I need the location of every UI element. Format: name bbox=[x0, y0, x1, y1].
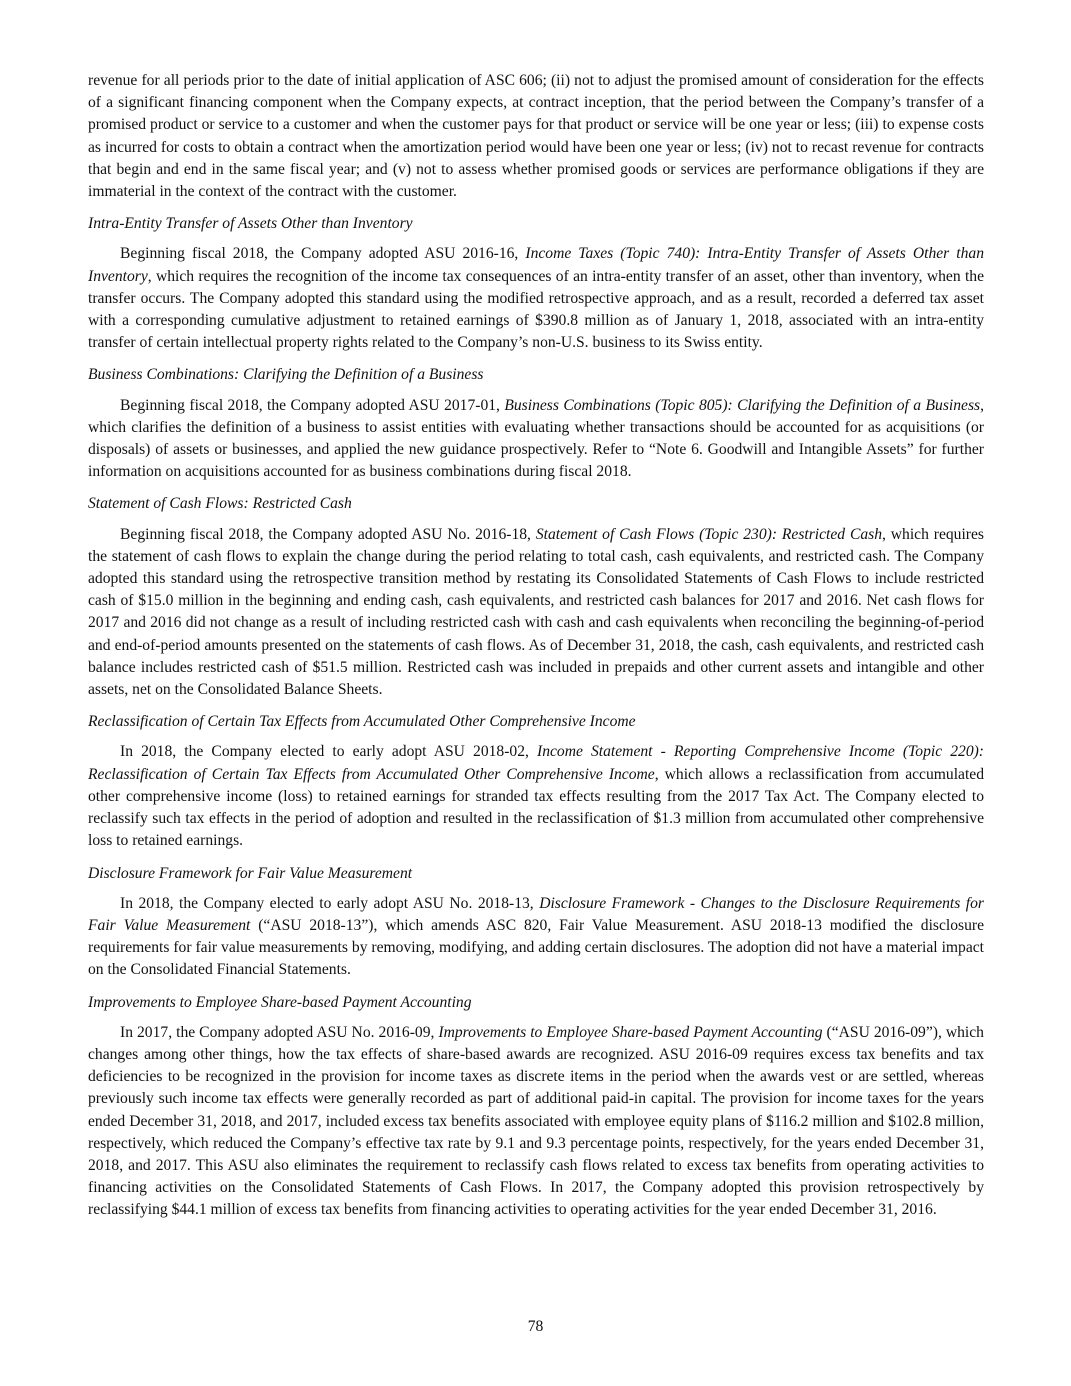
section-paragraph: Beginning fiscal 2018, the Company adopted ASU 2017-01, Business Combinations (Topic 805): Clarifying the Definition of a Business, which clarifies the definition of a business to assist entities with evaluating whether transactions should be accounted for as acquisitions (or disposals) of assets or businesses, and applied the new guidance prospectively. Refer to “Note 6. Goodwill and Intangible Assets” for further information on acquisitions accounted for as business combinations during fiscal 2018. bbox=[88, 396, 984, 481]
section-restricted-cash bbox=[88, 493, 984, 701]
section-heading: Improvements to Employee Share-based Payment Accounting bbox=[88, 993, 472, 1011]
section-heading: Intra-Entity Transfer of Assets Other than Inventory bbox=[88, 215, 413, 233]
section-fair-value-disclosure bbox=[88, 863, 984, 982]
standard-title: Improvements to Employee Share-based Payment Accounting bbox=[438, 1023, 823, 1041]
section-heading: Disclosure Framework for Fair Value Measurement bbox=[88, 864, 413, 882]
section-intra-entity-transfer bbox=[88, 213, 984, 354]
section-heading: Business Combinations: Clarifying the Definition of a Business bbox=[88, 366, 484, 384]
section-reclassification-tax-effects bbox=[88, 711, 984, 852]
section-heading: Reclassification of Certain Tax Effects from Accumulated Other Comprehensive Income bbox=[88, 713, 636, 731]
standard-title: Business Combinations (Topic 805): Clarifying the Definition of a Business bbox=[504, 396, 981, 414]
standard-title: Income Statement - Reporting Comprehensive Income (Topic 220): Reclassification of Certain Tax Effects from Accumulated Other Comprehensive Income bbox=[88, 743, 984, 783]
section-paragraph: In 2018, the Company elected to early adopt ASU No. 2018-13, Disclosure Framework - Changes to the Disclosure Requirements for Fair Value Measurement (“ASU 2018-13”), which amends ASC 820, Fair Value Measurement. ASU 2018-13 modified the disclosure requirements for fair value measurements by removing, modifying, and adding certain disclosures. The adoption did not have a material impact on the Consolidated Financial Statements. bbox=[88, 894, 984, 979]
section-paragraph: Beginning fiscal 2018, the Company adopted ASU No. 2016-18, Statement of Cash Flows (Topic 230): Restricted Cash, which requires the statement of cash flows to explain the change during the period relating to total cash, cash equivalents, and restricted cash. The Company adopted this standard using the retrospective transition method by restating its Consolidated Statements of Cash Flows to include restricted cash of $15.0 million in the beginning and ending cash, cash equivalents, and restricted cash balances for 2017 and 2016. Net cash flows for 2017 and 2016 did not change as a result of including restricted cash with cash and cash equivalents when reconciling the beginning-of-period and end-of-period amounts presented on the statements of cash flows. As of December 31, 2018, the cash, cash equivalents, and restricted cash balance includes restricted cash of $51.5 million. Restricted cash was included in prepaids and other current assets and intangible and other assets, net on the Consolidated Balance Sheets. bbox=[88, 525, 984, 699]
section-share-based-payment bbox=[88, 992, 984, 1222]
document-page bbox=[88, 70, 984, 1224]
section-paragraph: In 2017, the Company adopted ASU No. 2016-09, Improvements to Employee Share-based Payment Accounting (“ASU 2016-09”), which changes among other things, how the tax effects of share-based awards are recognized. ASU 2016-09 requires excess tax benefits and tax deficiencies to be recognized in the provision for income taxes as discrete items in the period when the awards vest or are settled, whereas previously such income tax effects were generally recorded as part of additional paid-in capital. The provision for income taxes for the years ended December 31, 2018, and 2017, included excess tax benefits associated with employee equity plans of $116.2 million and $102.8 million, respectively, which reduced the Company’s effective tax rate by 9.1 and 9.3 percentage points, respectively, for the years ended December 31, 2018, and 2017. This ASU also eliminates the requirement to reclassify cash flows related to excess tax benefits from operating activities to financing activities on the Consolidated Statements of Cash Flows. In 2017, the Company adopted this provision retrospectively by reclassifying $44.1 million of excess tax benefits from financing activities to operating activities for the year ended December 31, 2016. bbox=[88, 1023, 984, 1219]
section-business-combinations bbox=[88, 364, 984, 483]
standard-title: Disclosure Framework - Changes to the Disclosure Requirements for Fair Value Measurement bbox=[88, 894, 984, 934]
section-heading: Statement of Cash Flows: Restricted Cash bbox=[88, 495, 352, 513]
standard-title: Statement of Cash Flows (Topic 230): Restricted Cash bbox=[535, 525, 883, 543]
page-number: 78 bbox=[527, 1318, 544, 1335]
section-paragraph: Beginning fiscal 2018, the Company adopted ASU 2016-16, Income Taxes (Topic 740): Intra-Entity Transfer of Assets Other than Inventory, which requires the recognition of the income tax consequences of an intra-entity transfer of an asset, other than inventory, when the transfer occurs. The Company adopted this standard using the modified retrospective approach, and as a result, recorded a deferred tax asset with a corresponding cumulative adjustment to retained earnings of $390.8 million as of January 1, 2018, associated with an intra-entity transfer of certain intellectual property rights related to the Company’s non-U.S. business to its Swiss entity. bbox=[88, 245, 985, 352]
section-paragraph: In 2018, the Company elected to early adopt ASU 2018-02, Income Statement - Reporting Comprehensive Income (Topic 220): Reclassification of Certain Tax Effects from Accumulated Other Comprehensive Income, which allows a reclassification from accumulated other comprehensive income (loss) to retained earnings for stranded tax effects resulting from the 2017 Tax Act. The Company elected to reclassify such tax effects in the period of adoption and resulted in the reclassification of $1.3 million from accumulated other comprehensive loss to retained earnings. bbox=[88, 743, 985, 850]
intro-paragraph: revenue for all periods prior to the date of initial application of ASC 606; (ii) not to adjust the promised amount of consideration for the effects of a significant financing component when the Company expects, at contract inception, that the period between the Company’s transfer of a promised product or service to a customer and when the customer pays for that product or service will be one year or less; (iii) to expense costs as incurred for costs to obtain a contract when the amortization period would have been one year or less; (iv) not to recast revenue for contracts that begin and end in the same fiscal year; and (v) not to assess whether promised goods or services are performance obligations if they are immaterial in the context of the contract with the customer. bbox=[88, 72, 984, 201]
standard-title: Income Taxes (Topic 740): Intra-Entity Transfer of Assets Other than Inventory bbox=[88, 245, 985, 285]
